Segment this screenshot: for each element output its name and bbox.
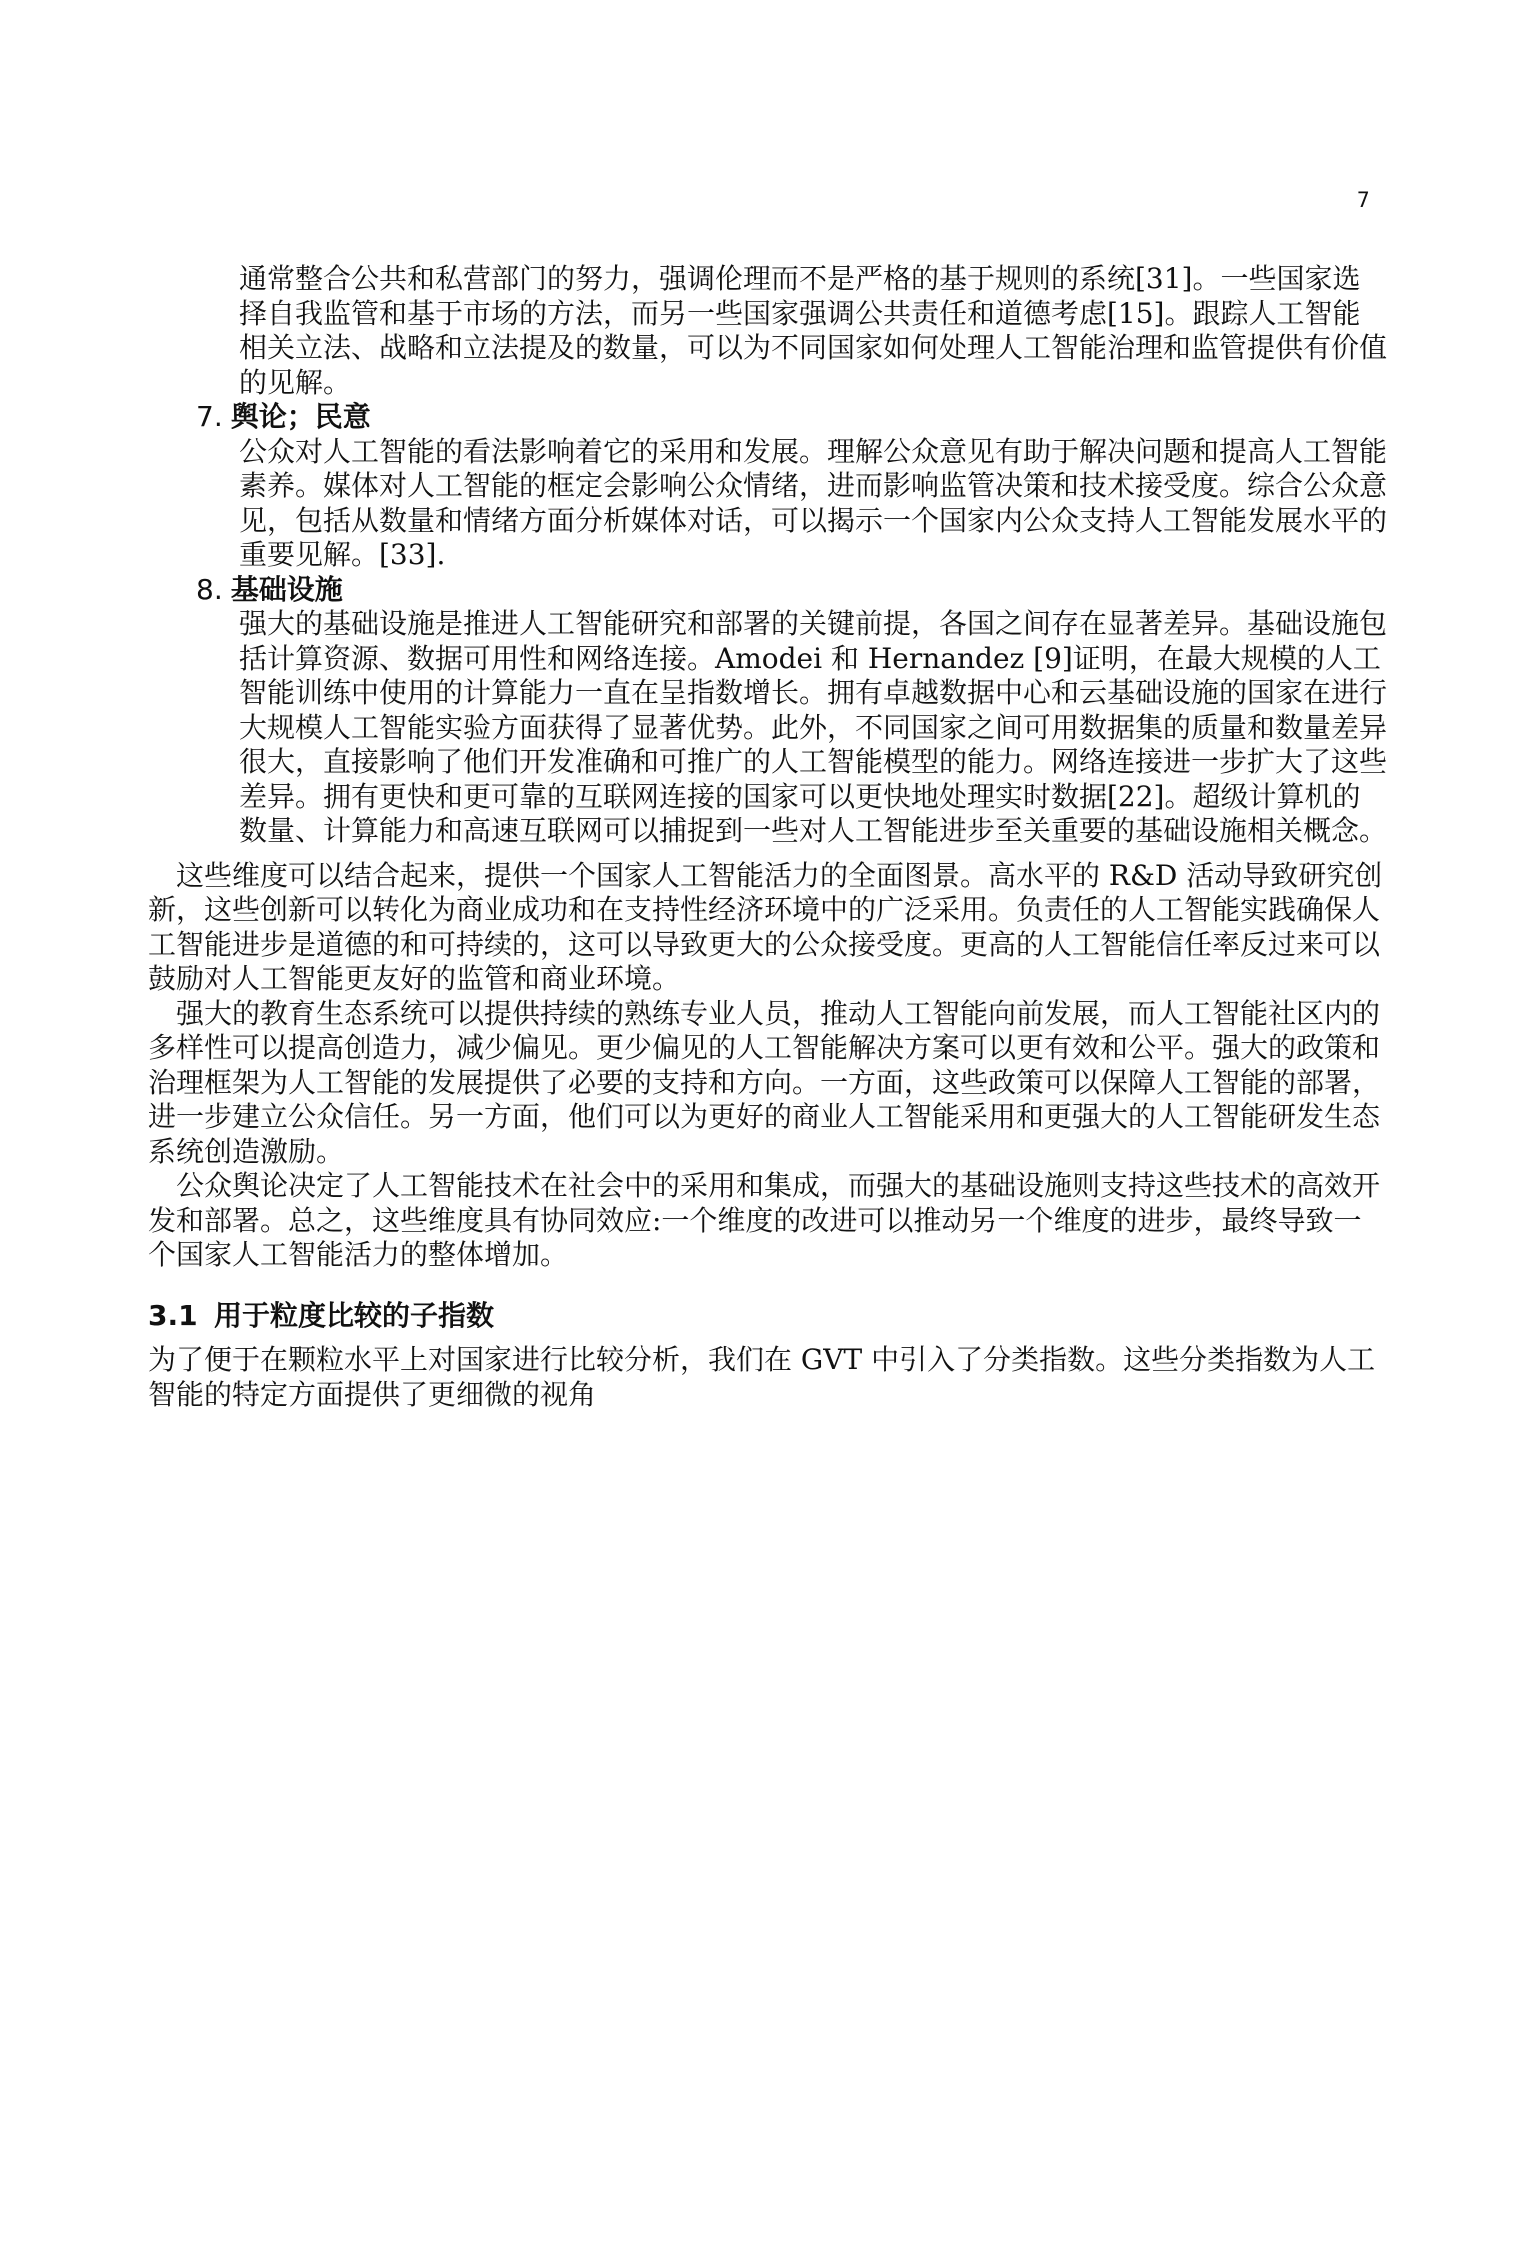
continuation-text: 通常整合公共和私营部门的努力，强调伦理而不是严格的基于规则的系统[31]。一些国家选择自我监管和基于市场的方法，而另一些国家强调公共责任和道德考虑[15]。跟踪人工智能相关立法、战略和立法提及的数量，可以为不同国家如何处理人工智能治理和监管提供有价值的见解。: [239, 262, 1388, 399]
item-number: 8.: [196, 572, 223, 606]
item-body-infrastructure: [239, 607, 1388, 849]
page-content: [148, 262, 1388, 1412]
section-heading: [148, 1299, 1388, 1334]
item-heading-public-opinion: [196, 400, 1388, 435]
body-paragraph: 公众舆论决定了人工智能技术在社会中的采用和集成，而强大的基础设施则支持这些技术的高效开发和部署。总之，这些维度具有协同效应:一个维度的改进可以推动另一个维度的进步，最终导致一个国家人工智能活力的整体增加。: [148, 1169, 1381, 1271]
continuation-block: [239, 262, 1388, 400]
item-title: 基础设施: [230, 572, 343, 606]
body-paragraph: 强大的教育生态系统可以提供持续的熟练专业人员，推动人工智能向前发展，而人工智能社区内的多样性可以提高创造力，减少偏见。更少偏见的人工智能解决方案可以更有效和公平。强大的政策和治理框架为人工智能的发展提供了必要的支持和方向。一方面，这些政策可以保障人工智能的部署，进一步建立公众信任。另一方面，他们可以为更好的商业人工智能采用和更强大的人工智能研发生态系统创造激励。: [148, 996, 1381, 1168]
item-heading-infrastructure: [196, 573, 1388, 608]
item-body-public-opinion: [239, 435, 1388, 573]
body-paragraph: 这些维度可以结合起来，提供一个国家人工智能活力的全面图景。高水平的 R&D 活动导致研究创新，这些创新可以转化为商业成功和在支持性经济环境中的广泛采用。负责任的人工智能实践确保人工智能进步是道德的和可持续的，这可以导致更大的公众接受度。更高的人工智能信任率反过来可以鼓励对人工智能更友好的监管和商业环境。: [148, 858, 1383, 995]
page-number: 7: [1357, 188, 1370, 212]
item-text: 强大的基础设施是推进人工智能研究和部署的关键前提，各国之间存在显著差异。基础设施包括计算资源、数据可用性和网络连接。Amodei 和 Hernandez [9]证明，在最大规模的人工智能训练中使用的计算能力一直在呈指数增长。拥有卓越数据中心和云基础设施的国家在进行大规模人工智能实验方面获得了显著优势。此外，不同国家之间可用数据集的质量和数量差异很大，直接影响了他们开发准确和可推广的人工智能模型的能力。网络连接进一步扩大了这些差异。拥有更快和更可靠的互联网连接的国家可以更快地处理实时数据[22]。超级计算机的数量、计算能力和高速互联网可以捕捉到一些对人工智能进步至关重要的基础设施相关概念。: [239, 607, 1388, 847]
section-text: 为了便于在颗粒水平上对国家进行比较分析，我们在 GVT 中引入了分类指数。这些分类指数为人工智能的特定方面提供了更细微的视角: [148, 1343, 1376, 1411]
section-title: 用于粒度比较的子指数: [214, 1298, 495, 1332]
item-number: 7.: [196, 400, 223, 433]
item-title: 舆论；民意: [230, 400, 371, 433]
section-number: 3.1: [148, 1298, 198, 1332]
item-text: 公众对人工智能的看法影响着它的采用和发展。理解公众意见有助于解决问题和提高人工智能素养。媒体对人工智能的框定会影响公众情绪，进而影响监管决策和技术接受度。综合公众意见，包括从数量和情绪方面分析媒体对话，可以揭示一个国家内公众支持人工智能发展水平的重要见解。[33].: [239, 434, 1388, 571]
